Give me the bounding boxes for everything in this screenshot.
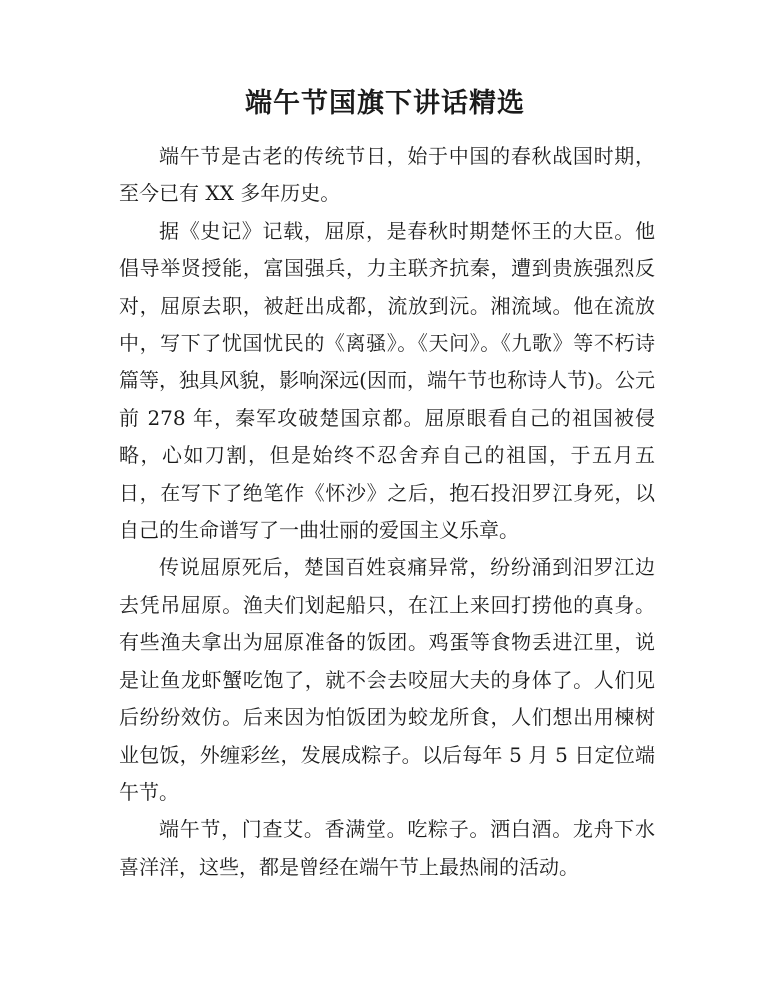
page-title: 端午节国旗下讲话精选 bbox=[245, 88, 525, 119]
paragraph-legend: 传说屈原死后，楚国百姓哀痛异常，纷纷涌到汨罗江边去凭吊屈原。渔夫们划起船只，在江上来回打捞他的真身。有些渔夫拿出为屈原准备的饭团。鸡蛋等食物丢进江里，说是让鱼龙虾蟹吃饱了，就不会去咬屈大夫的身体了。人们见后纷纷效仿。后来因为怕饭团为蛟龙所食，人们想出用楝树业包饭，外缠彩丝，发展成粽子。以后每年 5 月 5 日定位端午节。 bbox=[119, 555, 655, 804]
paragraph-origin: 端午节是古老的传统节日，始于中国的春秋战国时期，至今已有 XX 多年历史。 bbox=[119, 144, 655, 206]
paragraph-qu-yuan-history: 据《史记》记载，屈原，是春秋时期楚怀王的大臣。他倡导举贤授能，富国强兵，力主联齐抗秦，遭到贵族强烈反对，屈原去职，被赶出成都，流放到沅。湘流域。他在流放中，写下了忧国忧民的《离骚》。《天问》。《九歌》等不朽诗篇等，独具风貌，影响深远(因而，端午节也称诗人节)。公元前 278 年，秦军攻破楚国京都。屈原眼看自己的祖国被侵略，心如刀割，但是始终不忍舍弃自己的祖国，于五月五日，在写下了绝笔作《怀沙》之后，抱石投汨罗江身死，以自己的生命谱写了一曲壮丽的爱国主义乐章。 bbox=[119, 218, 655, 543]
paragraph-customs: 端午节，门查艾。香满堂。吃粽子。洒白酒。龙舟下水喜洋洋，这些，都是曾经在端午节上最热闹的活动。 bbox=[119, 817, 655, 879]
document-body bbox=[119, 138, 655, 886]
